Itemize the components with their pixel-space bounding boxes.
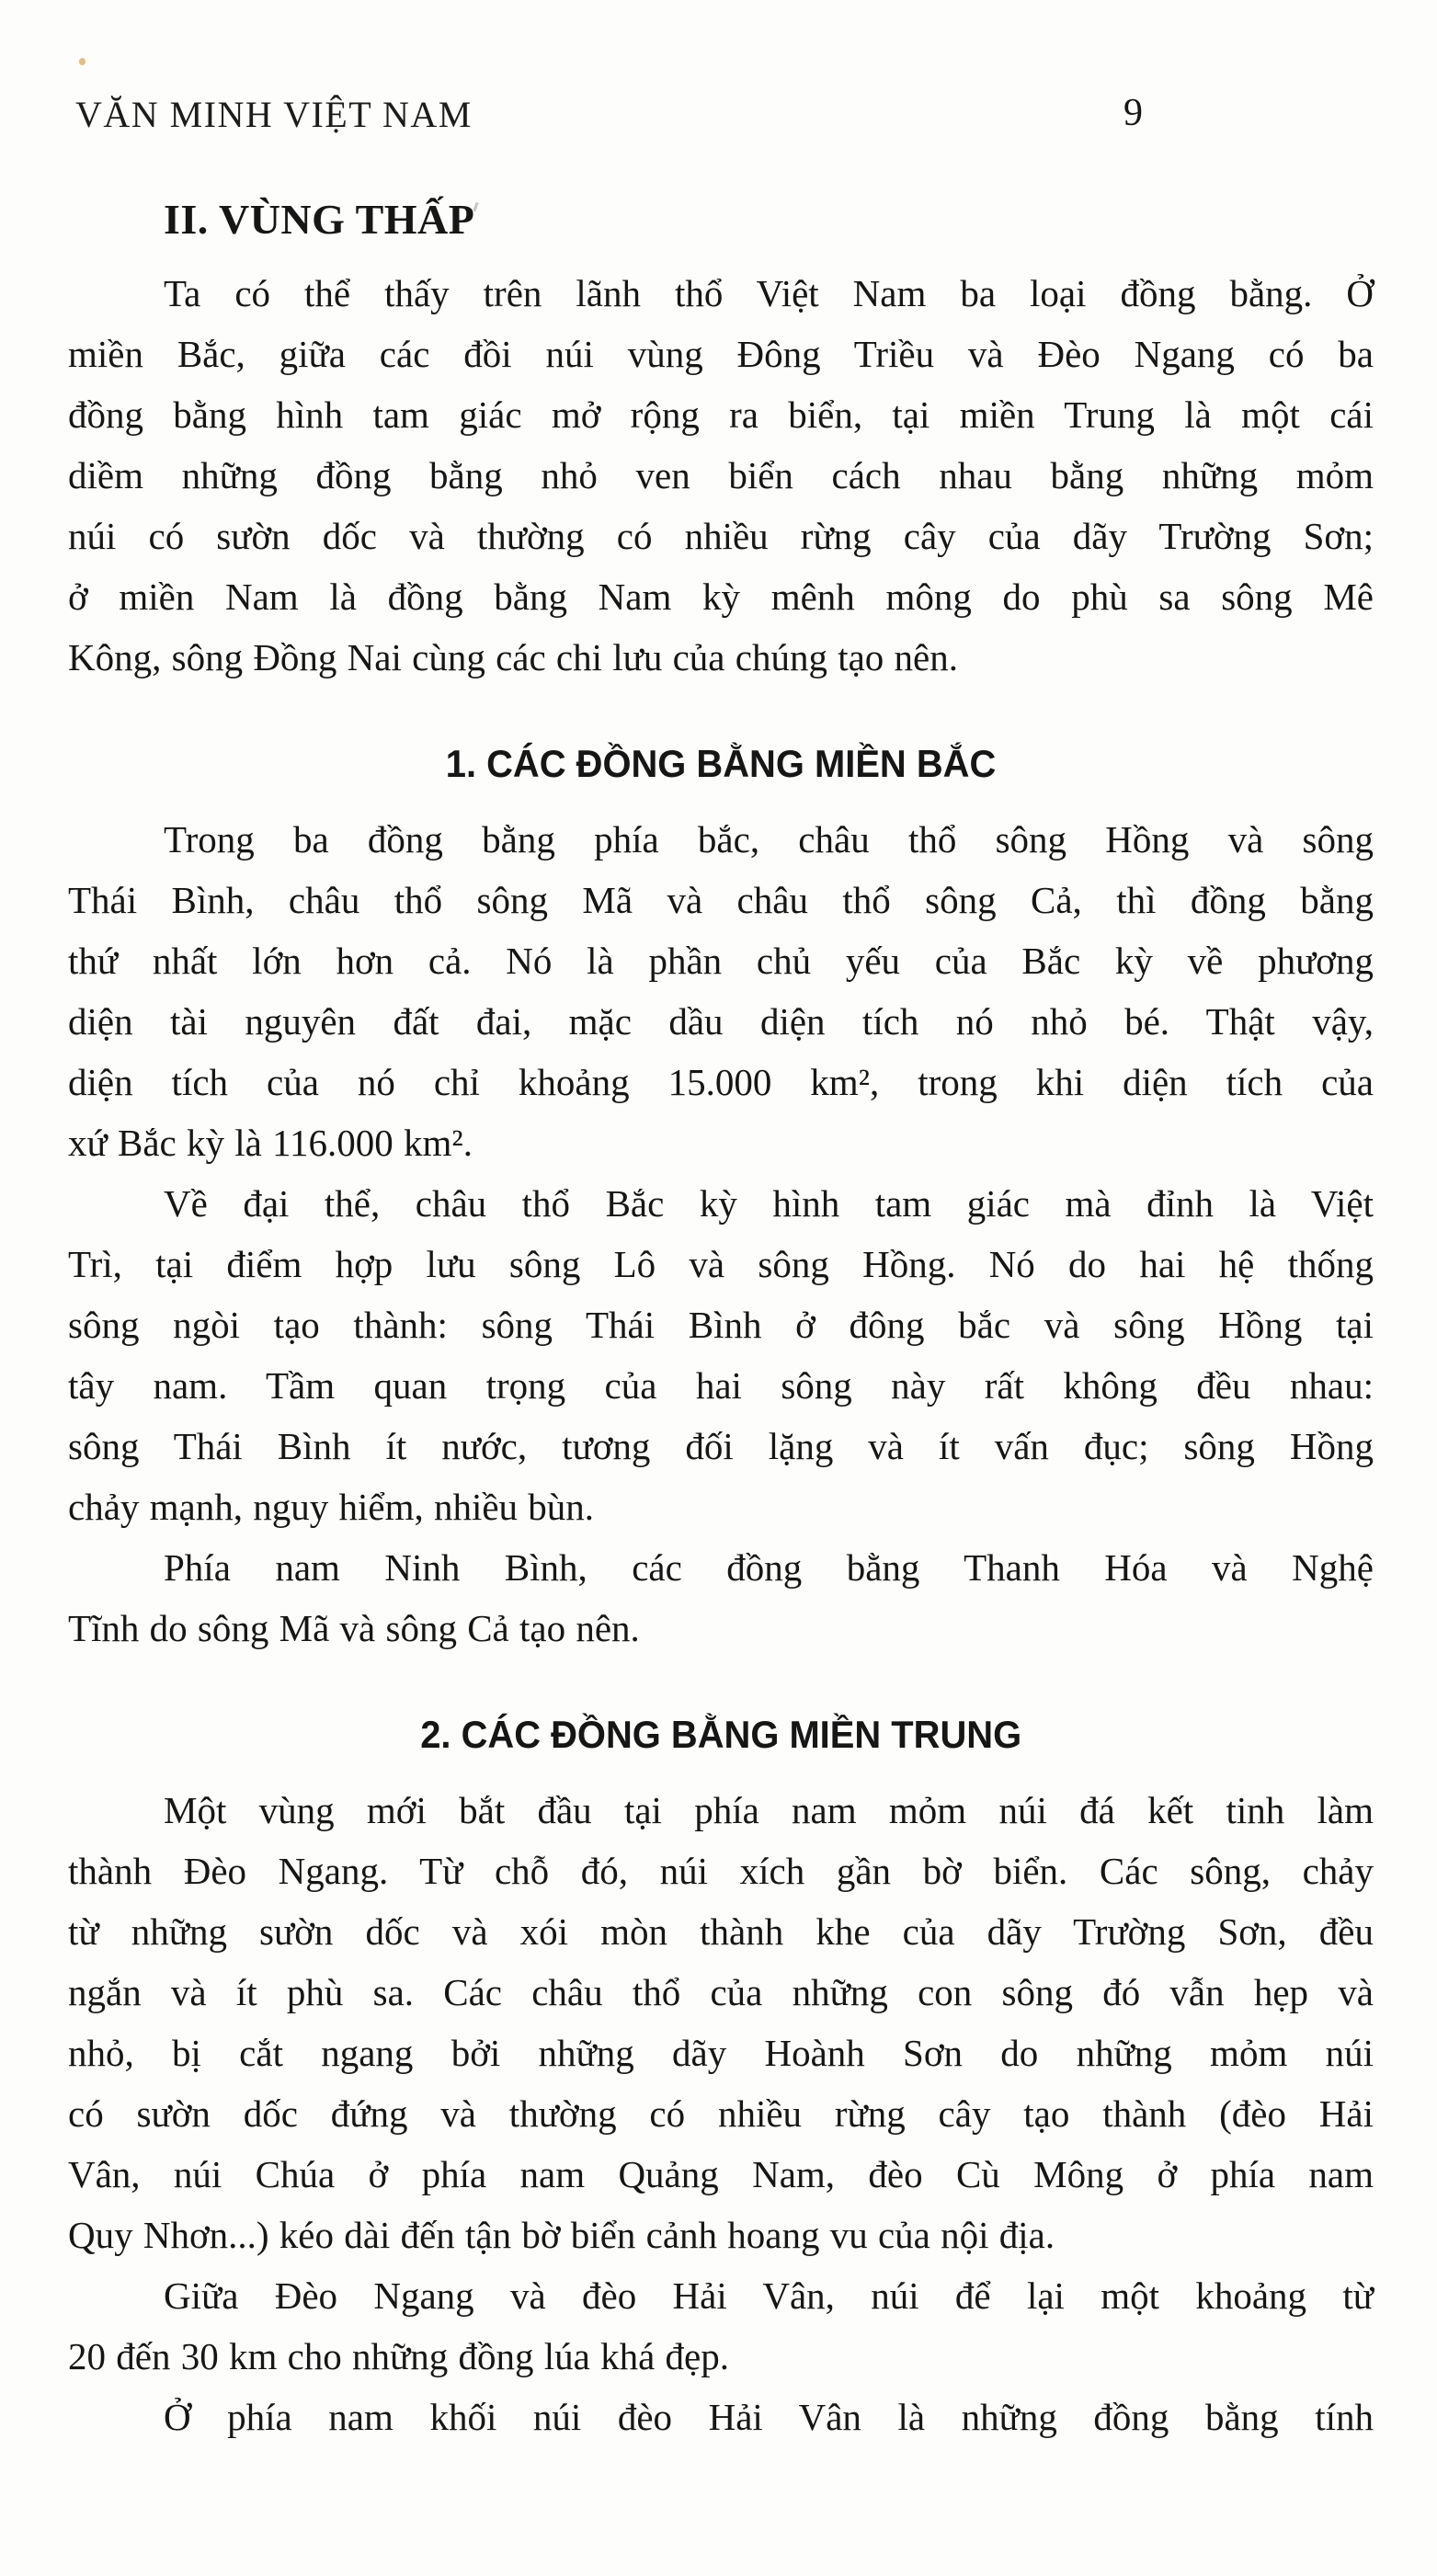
text-line: diện tích của nó chỉ khoảng 15.000 km², trong khi diện tích của: [68, 1061, 1374, 1103]
text-line: 20 đến 30 km cho những đồng lúa khá đẹp.: [68, 2335, 729, 2377]
text-line: Ta có thể thấy trên lãnh thổ Việt Nam ba loại đồng bằng. Ở: [164, 272, 1374, 314]
text-line: Trong ba đồng bằng phía bắc, châu thổ sông Hồng và sông: [164, 818, 1374, 861]
subsection-heading-label: 1. CÁC ĐỒNG BẰNG MIỀN BẮC: [445, 742, 997, 785]
subsection-heading-dong-bang-mien-bac: [68, 737, 1374, 791]
text-line: đồng bằng hình tam giác mở rộng ra biển, tại miền Trung là một cái: [68, 393, 1374, 436]
page-header: [75, 93, 1437, 144]
page-number: 9: [1123, 92, 1143, 134]
text-line: Về đại thể, châu thổ Bắc kỳ hình tam giác mà đỉnh là Việt: [164, 1182, 1374, 1225]
text-line: Tĩnh do sông Mã và sông Cả tạo nên.: [68, 1607, 640, 1649]
text-line: Ở phía nam khối núi đèo Hải Vân là những đồng bằng tính: [164, 2396, 1374, 2438]
text-line: sông Thái Bình ít nước, tương đối lặng và ít vấn đục; sông Hồng: [68, 1425, 1374, 1467]
text-line: từ những sườn dốc và xói mòn thành khe của dãy Trường Sơn, đều: [68, 1910, 1374, 1953]
text-line: Phía nam Ninh Bình, các đồng bằng Thanh Hóa và Nghệ: [164, 1546, 1374, 1589]
subsection-heading-dong-bang-mien-trung: [68, 1708, 1374, 1761]
text-line: Thái Bình, châu thổ sông Mã và châu thổ sông Cả, thì đồng bằng: [68, 879, 1374, 921]
text-line: thành Đèo Ngang. Từ chỗ đó, núi xích gần bờ biển. Các sông, chảy: [68, 1850, 1374, 1892]
text-line: ngắn và ít phù sa. Các châu thổ của những con sông đó vẫn hẹp và: [68, 1971, 1374, 2013]
paragraph: [68, 2387, 1374, 2447]
text-line: Một vùng mới bắt đầu tại phía nam mỏm núi đá kết tinh làm: [164, 1789, 1374, 1831]
paragraph: [68, 1173, 1374, 1537]
paragraph: [68, 1780, 1374, 2265]
scan-speck: [79, 58, 86, 65]
text-line: nhỏ, bị cắt ngang bởi những dãy Hoành Sơn do những mỏm núi: [68, 2032, 1374, 2074]
subsection-heading-label: 2. CÁC ĐỒNG BẰNG MIỀN TRUNG: [420, 1713, 1021, 1756]
paragraph: [68, 1537, 1374, 1658]
text-line: ở miền Nam là đồng bằng Nam kỳ mênh mông do phù sa sông Mê: [68, 576, 1374, 618]
text-line: diềm những đồng bằng nhỏ ven biển cách nhau bằng những mỏm: [68, 454, 1374, 496]
text-line: diện tài nguyên đất đai, mặc dầu diện tích nó nhỏ bé. Thật vậy,: [68, 1000, 1374, 1043]
text-line: Trì, tại điểm hợp lưu sông Lô và sông Hồng. Nó do hai hệ thống: [68, 1243, 1374, 1285]
text-line: Vân, núi Chúa ở phía nam Quảng Nam, đèo Cù Mông ở phía nam: [68, 2153, 1374, 2195]
text-line: chảy mạnh, nguy hiểm, nhiều bùn.: [68, 1486, 595, 1528]
text-line: Giữa Đèo Ngang và đèo Hải Vân, núi để lại một khoảng từ: [164, 2274, 1374, 2317]
paragraph: [68, 809, 1374, 1173]
text-line: núi có sườn dốc và thường có nhiều rừng cây của dãy Trường Sơn;: [68, 515, 1374, 557]
page-body: [68, 191, 1374, 2447]
section-heading-vung-thap: II. VÙNG THẤP: [164, 196, 475, 243]
text-line: tây nam. Tầm quan trọng của hai sông này rất không đều nhau:: [68, 1364, 1374, 1407]
paragraph: [68, 2265, 1374, 2387]
text-line: Quy Nhơn...) kéo dài đến tận bờ biển cảnh hoang vu của nội địa.: [68, 2214, 1055, 2256]
text-line: xứ Bắc kỳ là 116.000 km².: [68, 1122, 473, 1164]
text-line: Kông, sông Đồng Nai cùng các chi lưu của chúng tạo nên.: [68, 636, 958, 678]
text-line: sông ngòi tạo thành: sông Thái Bình ở đông bắc và sông Hồng tại: [68, 1304, 1374, 1346]
text-line: thứ nhất lớn hơn cả. Nó là phần chủ yếu của Bắc kỳ về phương: [68, 940, 1374, 982]
text-line: miền Bắc, giữa các đồi núi vùng Đông Triều và Đèo Ngang có ba: [68, 333, 1374, 375]
running-title: VĂN MINH VIỆT NAM: [75, 94, 473, 135]
paragraph-intro: [68, 263, 1374, 688]
text-line: có sườn dốc đứng và thường có nhiều rừng cây tạo thành (đèo Hải: [68, 2092, 1374, 2135]
